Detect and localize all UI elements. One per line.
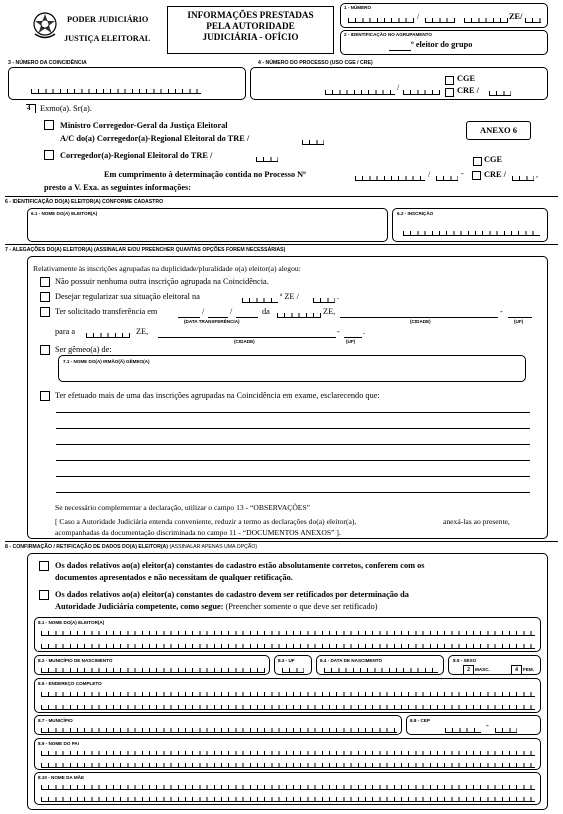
field-8-3-uf[interactable]	[274, 655, 312, 675]
field-8-1-label: 8.1 - NOME DO(A) ELEITOR(A)	[38, 620, 105, 625]
section-8-title: 8 - CONFIRMAÇÃO / RETIFICAÇÃO DE DADOS DO(A) ELEITOR(A)	[5, 544, 169, 550]
note-documentos: acompanhadas da documentação discriminada no campo 11 - “DOCUMENTOS ANEXOS” ].	[55, 528, 341, 537]
alegacao-2-checkbox[interactable]	[40, 292, 50, 302]
confirmacao-checkbox[interactable]	[39, 561, 49, 571]
pai-comb-2[interactable]	[41, 763, 535, 768]
cge-checkbox[interactable]	[445, 76, 454, 85]
explanation-line-3[interactable]	[56, 444, 530, 445]
field-2-blank[interactable]	[389, 50, 411, 51]
field-6-2-inscricao[interactable]	[392, 208, 548, 242]
cge-label: CGE	[457, 74, 475, 83]
alegacao-2-uf-comb[interactable]	[313, 298, 335, 303]
ministro-tre-comb[interactable]	[302, 140, 324, 145]
sexo-fem-box[interactable]: 4	[511, 665, 522, 675]
alegacao-2-text: Desejar regularizar sua situação eleitoral na	[55, 292, 200, 301]
transfer-date-year[interactable]	[236, 317, 258, 318]
retificacao-text-2	[55, 602, 378, 611]
note-autoridade-b: anexá-las ao presente,	[443, 517, 510, 526]
field-8-1-nome[interactable]	[34, 617, 541, 652]
numero-comb-3[interactable]	[464, 18, 508, 23]
process-end: ,	[536, 170, 539, 179]
field-8-8-cep[interactable]	[406, 715, 541, 735]
para-ze-comb[interactable]	[86, 333, 130, 338]
processo-comb-2[interactable]	[403, 90, 440, 95]
field-8-4-label: 8.4 - DATA DE NASCIMENTO	[320, 658, 383, 663]
municipio-comb[interactable]	[41, 728, 397, 733]
uf-comb[interactable]	[282, 668, 304, 673]
section-3-label: 3 - NÚMERO DA COINCIDÊNCIA	[8, 60, 87, 66]
para-ze: ZE,	[136, 327, 149, 336]
org-subname: JUSTIÇA ELEITORAL	[64, 34, 151, 43]
field-6-2-label: 6.2 - INSCRIÇÃO	[397, 211, 434, 216]
data-nasc-comb[interactable]	[324, 668, 438, 673]
nome-comb-2[interactable]	[41, 644, 535, 649]
field-1-numero[interactable]	[340, 3, 548, 28]
process-cre-label: CRE /	[484, 170, 506, 179]
process-sep-2: -	[461, 169, 464, 178]
process-cre-checkbox[interactable]	[472, 171, 481, 180]
sub-data-transferencia: (DATA TRANSFERÊNCIA)	[184, 319, 240, 324]
retificacao-checkbox[interactable]	[39, 590, 49, 600]
cre-label: CRE /	[457, 86, 479, 95]
field-8-2-label: 8.2 - MUNICÍPIO DE NASCIMENTO	[38, 658, 113, 663]
numero-sep-1: /	[417, 12, 420, 21]
cep-dash: -	[486, 721, 489, 730]
numero-comb-1[interactable]	[348, 18, 414, 23]
cre-comb[interactable]	[489, 91, 511, 96]
explanation-line-4[interactable]	[56, 460, 530, 461]
field-8-10-label: 8.10 - NOME DA MÃE	[38, 775, 85, 780]
section-7-intro: Relativamente às inscrições agrupadas na duplicidade/pluralidade o(a) eleitor(a) alegou:	[33, 264, 301, 273]
pai-comb-1[interactable]	[41, 751, 535, 756]
field-4-processo[interactable]	[250, 67, 548, 100]
field-8-4-data-nasc[interactable]	[316, 655, 444, 675]
form-title	[167, 6, 334, 54]
process-text: Em cumprimento à determinação contida no Processo Nº	[104, 170, 306, 179]
transfer-date-sep2: /	[230, 307, 233, 316]
retificacao-text-2b: (Preencher somente o que deve ser retificado)	[225, 602, 378, 611]
section-6-label: 6 - IDENTIFICAÇÃO DO(A) ELEITOR(A) CONFORME CADASTRO	[5, 199, 164, 205]
note-autoridade-a: [ Caso a Autoridade Judiciária entenda conveniente, reduzir a termo as declarações do(a) eleitor(a),	[55, 517, 357, 526]
field-8-8-label: 8.8 - CEP	[410, 718, 430, 723]
transfer-dash: -	[500, 307, 503, 316]
transfer-ze-comb[interactable]	[277, 313, 321, 318]
transfer-date-day[interactable]	[178, 317, 200, 318]
sub-uf-2: (UF)	[346, 339, 356, 344]
corregedor-label: Corregedor(a)-Regional Eleitoral do TRE /	[60, 151, 213, 160]
address-cge-label: CGE	[484, 155, 502, 164]
divider-7	[5, 244, 558, 245]
form-title-line3: JUDICIÁRIA - OFÍCIO	[202, 32, 299, 42]
field-6-1-label: 6.1 - NOME DO(A) ELEITOR(A)	[31, 211, 98, 216]
corregedor-checkbox[interactable]	[44, 150, 54, 160]
section-7-label: 7 - ALEGAÇÕES DO(A) ELEITOR(A) (ASSINALAR E/OU PREENCHER QUANTAS OPÇÕES FOREM NECESSÁRIAS)	[5, 247, 286, 253]
section-8-note: (ASSINALAR APENAS UMA OPÇÃO)	[169, 544, 258, 550]
field-8-9-pai[interactable]	[34, 738, 541, 770]
endereco-comb-1[interactable]	[41, 692, 535, 697]
alegacao-4-text: Ser gêmeo(a) de:	[55, 345, 112, 354]
para-dash: -	[337, 327, 340, 336]
cre-checkbox[interactable]	[445, 88, 454, 97]
explanation-line-2[interactable]	[56, 428, 530, 429]
cep-comb-2[interactable]	[495, 728, 517, 733]
annex-text: ANEXO 6	[479, 125, 518, 135]
para-a: para a	[55, 327, 76, 336]
note-observacoes: Se necessário complementar a declaração, utilizar o campo 13 - “OBSERVAÇÕES”	[55, 503, 311, 512]
transfer-uf[interactable]	[508, 317, 532, 318]
ministro-checkbox[interactable]	[44, 120, 54, 130]
field-2-identificacao[interactable]	[340, 30, 548, 55]
corregedor-tre-comb[interactable]	[256, 157, 278, 162]
alegacao-3-text: Ter solicitado transferência em	[55, 307, 158, 316]
cep-comb-1[interactable]	[445, 728, 481, 733]
field-5-number	[26, 104, 36, 113]
confirmacao-text-2: documentos apresentados e não necessitam de qualquer retificação.	[55, 573, 293, 582]
retificacao-text-2a: Autoridade Judiciária competente, como segue:	[55, 602, 224, 611]
field-6-1-nome[interactable]	[27, 208, 388, 242]
mae-comb-1[interactable]	[41, 785, 535, 790]
alegacao-5-checkbox[interactable]	[40, 391, 50, 401]
alegacao-2-end: .	[337, 292, 340, 301]
processo-sep: /	[397, 83, 400, 92]
alegacao-4-checkbox[interactable]	[40, 345, 50, 355]
field-8-7-municipio[interactable]	[34, 715, 402, 735]
inscricao-comb[interactable]	[403, 231, 540, 236]
alegacao-2-text-b: ª ZE /	[280, 292, 299, 301]
sub-cidade-2: (CIDADE)	[234, 339, 255, 344]
process-sep-1: /	[428, 170, 431, 179]
field-2-label: 2 - IDENTIFICAÇÃO NO AGRUPAMENTO	[344, 32, 432, 37]
explanation-line-1[interactable]	[56, 412, 530, 413]
confirmacao-text-1: Os dados relativos ao(a) eleitor(a) constantes do cadastro estão absolutamente corretos, conferem com os	[55, 561, 425, 570]
presto-text: presto a V. Exa. as seguintes informações:	[44, 183, 192, 192]
field-8-5-sexo[interactable]	[448, 655, 541, 675]
field-1-label: 1 - NÚMERO	[344, 5, 372, 10]
mae-comb-2[interactable]	[41, 797, 535, 802]
form-title-line2: PELA AUTORIDADE	[206, 21, 295, 31]
transfer-cidade[interactable]	[340, 317, 498, 318]
field-3-coincidencia[interactable]	[8, 67, 246, 100]
transfer-date-month[interactable]	[208, 317, 228, 318]
numero-comb-2[interactable]	[425, 18, 455, 23]
ministro-ac-label: A/C do(a) Corregedor(a)-Regional Eleitoral do TRE /	[60, 134, 250, 143]
field-8-6-label: 8.6 - ENDEREÇO COMPLETO	[38, 681, 102, 686]
para-cidade[interactable]	[158, 337, 336, 338]
endereco-comb-2[interactable]	[41, 705, 535, 710]
greeting: Exmo(a). Sr(a).	[40, 104, 92, 113]
transfer-da: da	[262, 307, 270, 316]
ministro-label: Ministro Corregedor-Geral da Justiça Eleitoral	[60, 121, 228, 130]
section-4-label: 4 - NÚMERO DO PROCESSO (USO CGE / CRE)	[258, 60, 373, 66]
field-8-5-label: 8.5 - SEXO	[453, 658, 477, 663]
process-comb-2[interactable]	[436, 176, 458, 181]
coincidencia-comb[interactable]	[31, 89, 201, 94]
field-7-1-label: 7.1 - NOME DO(A) IRMÃO(Ã) GÊMEO(A)	[63, 359, 150, 364]
numero-sep-2: ZE/	[509, 12, 523, 21]
para-end: .	[363, 327, 366, 336]
process-comb-1[interactable]	[355, 176, 425, 181]
sub-cidade: (CIDADE)	[410, 319, 431, 324]
alegacao-1-text: Não possuir nenhuma outra inscrição agrupada na Coincidência.	[55, 277, 269, 286]
divider-6	[5, 196, 558, 197]
field-5-number-text: 4	[27, 104, 31, 112]
sexo-fem-label: FEM.	[523, 667, 534, 672]
explanation-line-5[interactable]	[56, 476, 530, 477]
section-8-label	[5, 544, 257, 550]
annex-badge	[466, 121, 531, 140]
field-8-2-municipio-nasc[interactable]	[34, 655, 270, 675]
field-8-6-endereco[interactable]	[34, 678, 541, 713]
alegacao-1-checkbox[interactable]	[40, 277, 50, 287]
alegacao-5-text: Ter efetuado mais de uma das inscrições agrupadas na Coincidência em exame, esclarecendo que:	[55, 391, 380, 400]
processo-comb-1[interactable]	[325, 90, 395, 95]
alegacao-3-checkbox[interactable]	[40, 307, 50, 317]
numero-comb-4[interactable]	[525, 18, 541, 23]
sub-uf: (UF)	[514, 319, 524, 324]
alegacao-2-ze-comb[interactable]	[242, 298, 278, 303]
coat-of-arms-icon	[32, 10, 58, 40]
field-8-3-label: 8.3 - UF	[278, 658, 295, 663]
transfer-ze: ZE,	[323, 307, 336, 316]
field-8-7-label: 8.7 - MUNICÍPIO	[38, 718, 73, 723]
field-8-9-label: 8.9 - NOME DO PAI	[38, 741, 80, 746]
field-8-10-mae[interactable]	[34, 772, 541, 805]
transfer-date-sep1: /	[202, 307, 205, 316]
field-2-text: º eleitor do grupo	[411, 40, 473, 49]
nome-comb-1[interactable]	[41, 631, 535, 636]
field-7-1-gemeo[interactable]	[58, 355, 526, 382]
explanation-line-6[interactable]	[56, 492, 530, 493]
sexo-masc-box[interactable]: 2	[463, 665, 474, 675]
para-uf[interactable]	[344, 337, 362, 338]
divider-8	[5, 541, 558, 542]
form-title-line1: INFORMAÇÕES PRESTADAS	[187, 10, 314, 20]
address-cge-checkbox[interactable]	[473, 157, 482, 166]
municipio-nasc-comb[interactable]	[41, 668, 265, 673]
process-cre-comb[interactable]	[512, 176, 534, 181]
sexo-masc-label: MASC.	[475, 667, 490, 672]
org-name: PODER JUDICIÁRIO	[67, 15, 149, 24]
retificacao-text-1: Os dados relativos ao(a) eleitor(a) constantes do cadastro devem ser retificados por determinação da	[55, 590, 409, 599]
